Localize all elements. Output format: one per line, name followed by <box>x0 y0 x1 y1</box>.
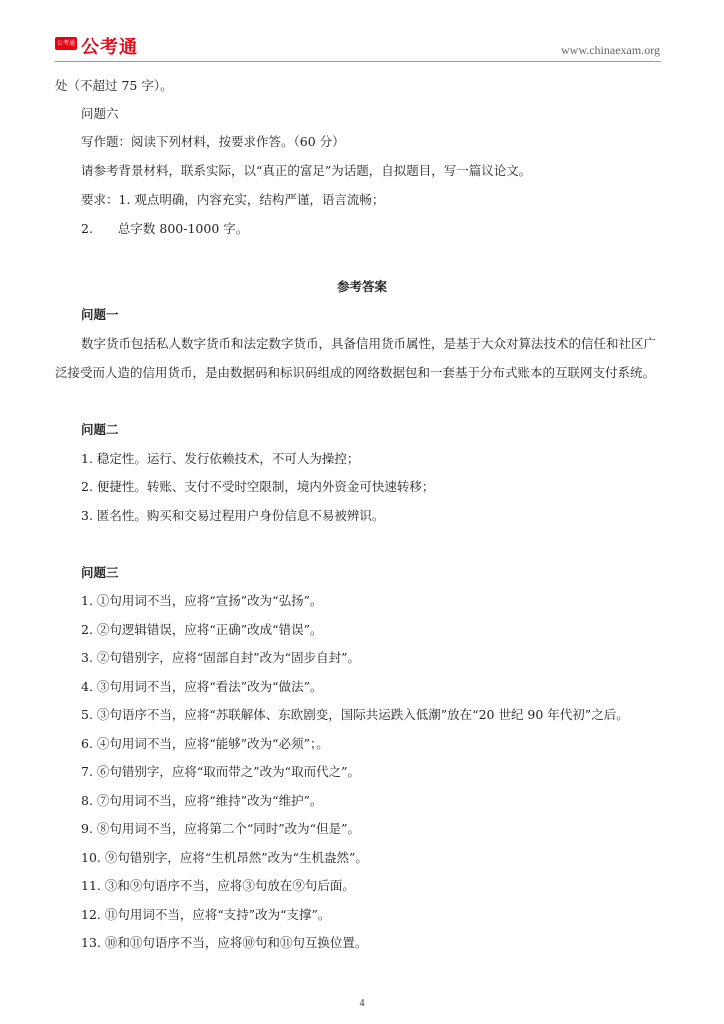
list-item: 13. ⑩和⑪句语序不当，应将⑩句和⑪句互换位置。 <box>81 935 368 950</box>
list-item: 9. ⑧句用词不当，应将第二个“同时”改为“但是”。 <box>81 821 360 836</box>
list-item: 8. ⑦句用词不当，应将“维持”改为“维护”。 <box>81 793 323 808</box>
list-item: 2. ②句逻辑错误，应将“正确”改成“错误”。 <box>81 622 323 637</box>
logo-badge: 公考通 <box>55 37 77 50</box>
list-item: 3. 匿名性。购买和交易过程用户身份信息不易被辨识。 <box>81 508 385 523</box>
section-title-q6: 问题六 <box>81 106 119 121</box>
list-item: 4. ③句用词不当，应将“看法”改为“做法”。 <box>81 679 323 694</box>
list-item: 1. 稳定性。运行、发行依赖技术，不可人为操控； <box>81 451 360 466</box>
text-line: 要求：1. 观点明确，内容充实，结构严谨，语言流畅； <box>81 192 385 207</box>
text-line: 数字货币包括私人数字货币和法定数字货币，具备信用货币属性，是基于大众对算法技术的信任和社区广 <box>81 336 657 351</box>
list-item: 5. ③句语序不当，应将“苏联解体、东欧剧变，国际共运跌入低潮”放在“20 世纪 90 年代初”之后。 <box>81 707 629 722</box>
text-line: 处（不超过 75 字）。 <box>55 78 173 93</box>
list-item: 11. ③和⑨句语序不当，应将③句放在⑨句后面。 <box>81 878 355 893</box>
list-item: 12. ⑪句用词不当，应将“支持”改为“支撑”。 <box>81 907 331 922</box>
section-title-q2: 问题二 <box>81 422 119 437</box>
answer-heading: 参考答案 <box>336 279 387 294</box>
list-item: 3. ②句错别字，应将“固部自封”改为“固步自封”。 <box>81 650 360 665</box>
site-url[interactable]: www.chinaexam.org <box>561 43 660 57</box>
list-item: 1. ①句用词不当，应将“宣扬”改为“弘扬”。 <box>81 593 323 608</box>
header-divider <box>55 61 661 62</box>
list-item: 2. 便捷性。转账、支付不受时空限制，境内外资金可快速转移； <box>81 479 435 494</box>
list-item: 7. ⑥句错别字，应将“取而带之”改为“取而代之”。 <box>81 764 360 779</box>
section-title-q1: 问题一 <box>81 307 119 322</box>
section-title-q3: 问题三 <box>81 565 119 580</box>
text-line: 2. 总字数 800-1000 字。 <box>81 221 249 236</box>
text-line: 请参考背景材料，联系实际，以“真正的富足”为话题，自拟题目，写一篇议论文。 <box>81 163 532 178</box>
logo-text: 公考通 <box>81 37 138 58</box>
page-header <box>0 0 724 62</box>
text-line: 写作题：阅读下列材料，按要求作答。（60 分） <box>81 134 345 149</box>
page-number: 4 <box>359 998 365 1009</box>
text-line: 泛接受而人造的信用货币，是由数据码和标识码组成的网络数据包和一套基于分布式账本的互联网支付系统。 <box>55 365 656 380</box>
list-item: 6. ④句用词不当，应将“能够”改为“必须”；。 <box>81 736 329 751</box>
list-item: 10. ⑨句错别字，应将“生机昂然”改为“生机盎然”。 <box>81 850 368 865</box>
